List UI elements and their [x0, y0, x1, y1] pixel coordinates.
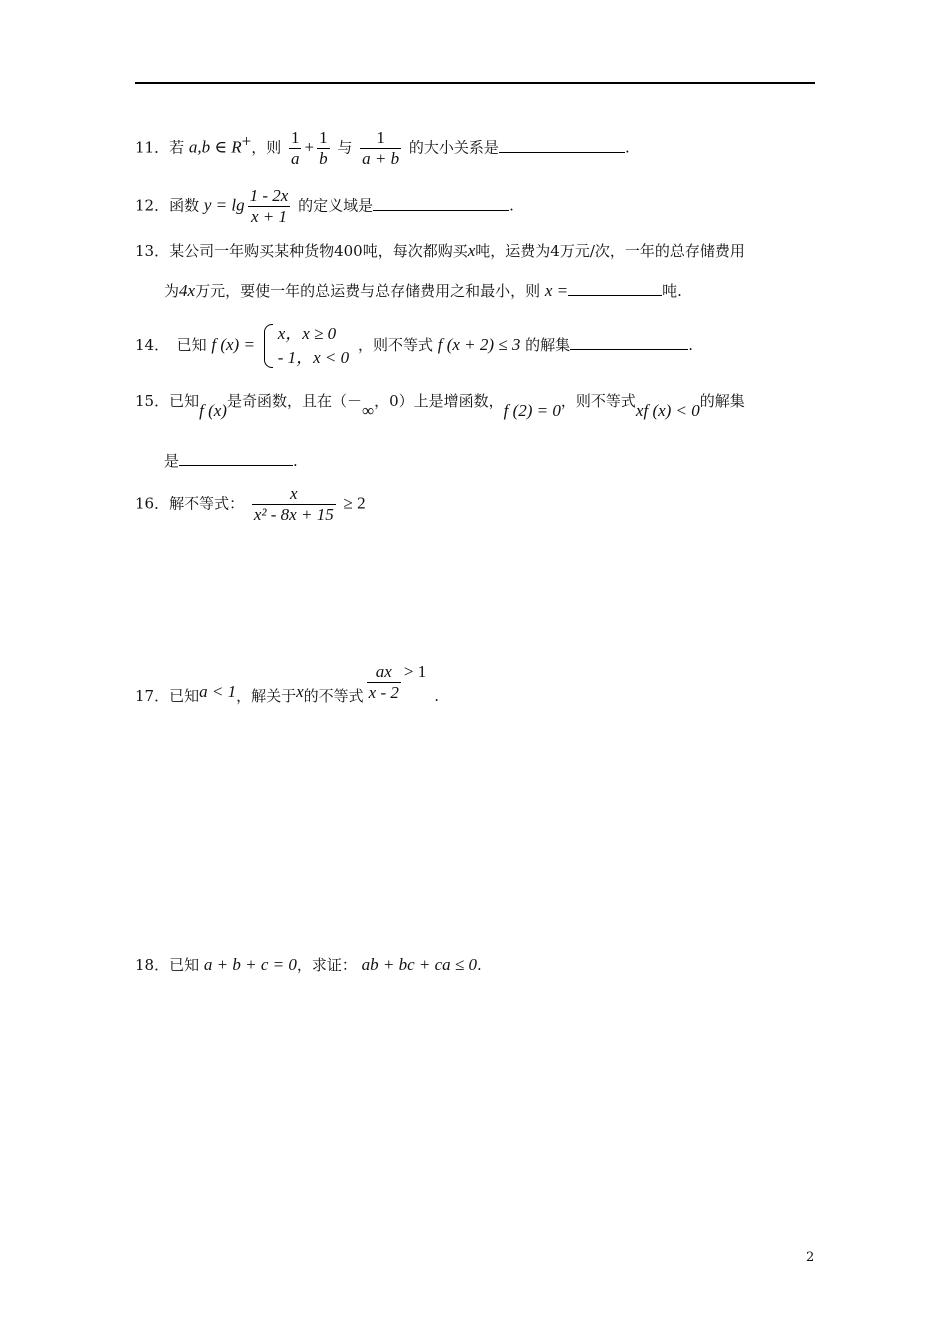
- answer-blank[interactable]: [568, 281, 662, 296]
- question-12: 12．函数 y = lg $\frac{1 - 2x}{x + 1}$ 的定义域是 .: [135, 186, 514, 226]
- fraction-1-over-a-plus-b: $\frac{1}{a + b}$: [362, 128, 400, 168]
- fraction-1-over-a: $\frac{1}{a}$: [290, 128, 300, 168]
- question-13-line-1: 13．某公司一年购买某种货物400吨，每次都购买x吨，运费为4万元/次，一年的总存储费用: [135, 241, 745, 260]
- fraction-log-argument: $\frac{1 - 2x}{x + 1}$: [249, 186, 289, 226]
- question-15-line-1: 15．已知f (x)是奇函数，且在（－∞，0）上是增函数，f (2) = 0，则不等式xf (x) < 0的解集: [135, 392, 745, 420]
- question-14: 14． 已知 f (x) = x，x ≥ 0 - 1，x < 0 ，则不等式 f (x + 2) ≤ 3 的解集 .: [135, 322, 693, 370]
- question-18: 18．已知 a + b + c = 0，求证： ab + bc + ca ≤ 0.: [135, 955, 482, 974]
- answer-blank[interactable]: [373, 196, 509, 211]
- left-brace: [264, 324, 273, 368]
- question-15-line-2: 是 .: [164, 452, 298, 470]
- fraction-x-over-quadratic: $\frac{x}{\text{x² - 8x + 15}}$: [253, 484, 334, 524]
- page-number: 2: [806, 1250, 815, 1265]
- answer-blank[interactable]: [179, 451, 293, 466]
- fraction-ax-over-x-minus-2: $\frac{ax}{x - 2}$: [368, 662, 399, 702]
- answer-blank[interactable]: [499, 138, 625, 153]
- question-17: 17．已知a < 1，解关于x的不等式 $\frac{ax}{x - 2}$ > 1.: [135, 661, 439, 705]
- question-16: 16．解不等式： $\frac{x}{\text{x² - 8x + 15}}$ ≥ 2: [135, 484, 366, 524]
- fraction-1-over-b: $\frac{1}{b}$: [319, 128, 328, 168]
- answer-blank[interactable]: [570, 335, 688, 350]
- question-11: 11．若 a,b ∈ R+，则 $\frac{1}{a}$ + $\frac{1}{b}$ 与 $\frac{1}{a + b}$ 的大小关系是 .: [135, 128, 630, 168]
- question-13-line-2: 为4x万元，要使一年的总运费与总存储费用之和最小，则 x = 吨.: [164, 281, 682, 300]
- piecewise-function: x，x ≥ 0 - 1，x < 0: [264, 322, 349, 370]
- header-rule: [135, 82, 815, 84]
